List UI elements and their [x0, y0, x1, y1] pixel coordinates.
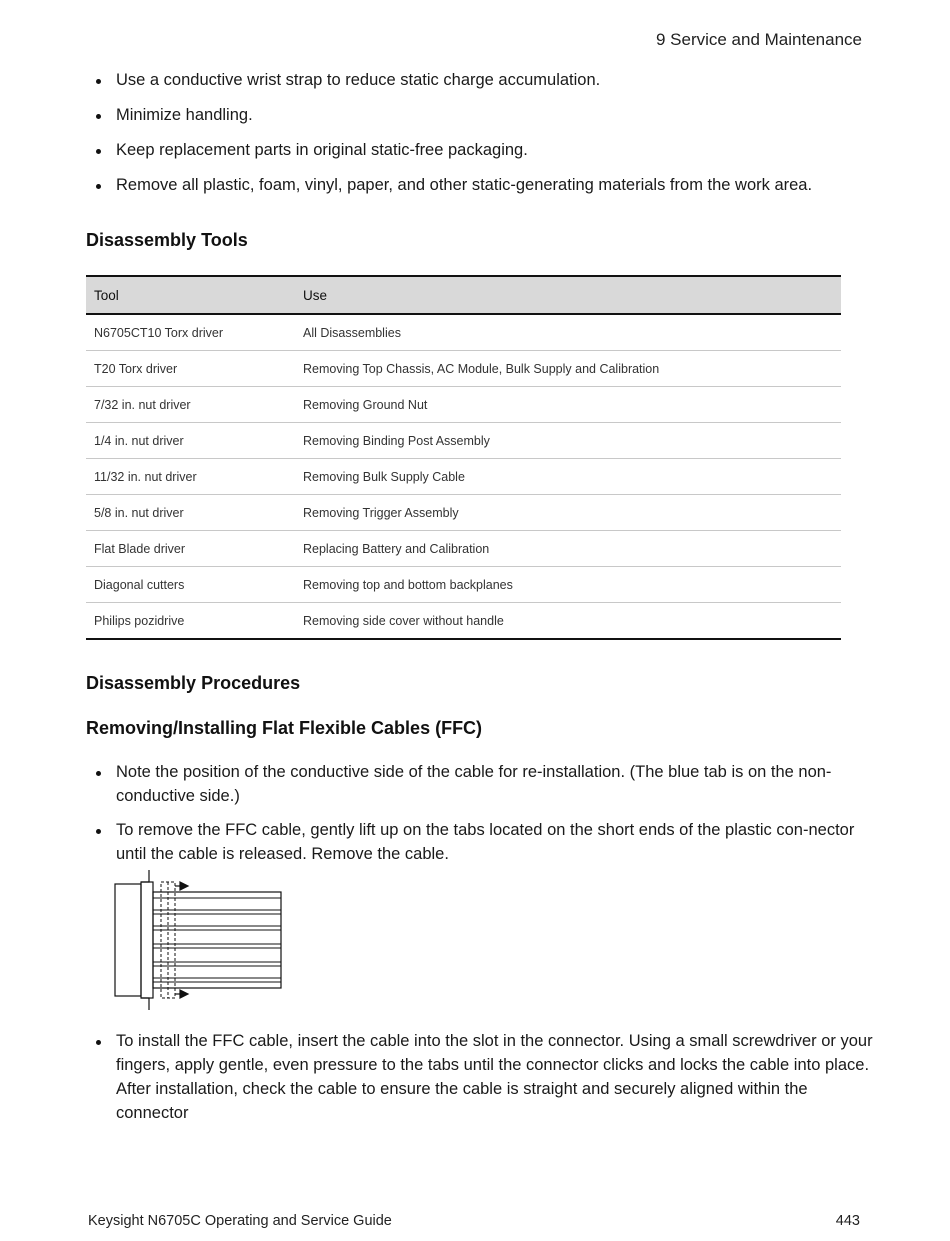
- use-cell: Removing Top Chassis, AC Module, Bulk Supply and Calibration: [295, 351, 841, 387]
- table-row: [86, 567, 841, 603]
- use-cell: Removing side cover without handle: [295, 603, 841, 640]
- list-item: To install the FFC cable, insert the cable into the slot in the connector. Using a small screwdriver or your fingers, apply gentle, even pressure to the tabs until the connector clicks and locks the cable into place. After installation, check the cable to ensure the cable is straight and securely aligned within the connector: [96, 1029, 876, 1125]
- bullet-icon: [96, 771, 101, 776]
- table-row: [86, 495, 841, 531]
- tool-cell: 5/8 in. nut driver: [86, 495, 295, 531]
- ffc-cable: [153, 892, 281, 988]
- use-cell: All Disassemblies: [295, 314, 841, 351]
- tool-cell: 7/32 in. nut driver: [86, 387, 295, 423]
- connector-slot: [141, 882, 153, 998]
- bullet-icon: [96, 1040, 101, 1045]
- ffc-connector-diagram: [112, 868, 292, 1014]
- table-header-row: [86, 276, 841, 314]
- bullet-icon: [96, 79, 101, 84]
- bullet-icon: [96, 829, 101, 834]
- list-item: Note the position of the conductive side of the cable for re-installation. (The blue tab is on the non-conductive side.): [96, 760, 876, 808]
- ffc-install-list: [96, 1029, 876, 1125]
- connector-tab: [141, 870, 149, 1010]
- use-cell: Removing Trigger Assembly: [295, 495, 841, 531]
- page-number: 443: [835, 1213, 860, 1229]
- table-row: [86, 459, 841, 495]
- table-row: [86, 531, 841, 567]
- list-item: Remove all plastic, foam, vinyl, paper, and other static-generating materials from the work area.: [96, 173, 876, 197]
- use-cell: Removing Binding Post Assembly: [295, 423, 841, 459]
- column-header-tool: Tool: [86, 276, 295, 314]
- tool-cell: 11/32 in. nut driver: [86, 459, 295, 495]
- table-row: [86, 603, 841, 640]
- section-title-tools: Disassembly Tools: [86, 230, 248, 250]
- column-header-use: Use: [295, 276, 841, 314]
- table-row: [86, 423, 841, 459]
- arrow-right-icon: [180, 990, 188, 998]
- list-item: To remove the FFC cable, gently lift up on the tabs located on the short ends of the plastic con-nector until the cable is released. Remove the cable.: [96, 818, 876, 866]
- list-item: Keep replacement parts in original static-free packaging.: [96, 138, 876, 162]
- list-item: Minimize handling.: [96, 103, 876, 127]
- tools-table: [86, 275, 841, 640]
- list-item: Use a conductive wrist strap to reduce static charge accumulation.: [96, 68, 876, 92]
- table-row: [86, 314, 841, 351]
- tool-cell: T20 Torx driver: [86, 351, 295, 387]
- table-row: [86, 351, 841, 387]
- section-title-procedures: Disassembly Procedures: [86, 673, 301, 693]
- tool-cell: N6705CT10 Torx driver: [86, 314, 295, 351]
- running-header: 9 Service and Maintenance: [655, 30, 862, 49]
- use-cell: Removing Bulk Supply Cable: [295, 459, 841, 495]
- ffc-removal-list: [96, 760, 876, 876]
- bullet-icon: [96, 184, 101, 189]
- bullet-icon: [96, 149, 101, 154]
- tab-travel-dashed: [161, 882, 175, 998]
- table-row: [86, 387, 841, 423]
- tool-cell: 1/4 in. nut driver: [86, 423, 295, 459]
- tool-cell: Philips pozidrive: [86, 603, 295, 640]
- bullet-icon: [96, 114, 101, 119]
- use-cell: Removing Ground Nut: [295, 387, 841, 423]
- arrow-right-icon: [180, 882, 188, 890]
- connector-body: [115, 884, 141, 996]
- use-cell: Replacing Battery and Calibration: [295, 531, 841, 567]
- tool-cell: Flat Blade driver: [86, 531, 295, 567]
- footer-guide-title: Keysight N6705C Operating and Service Guide: [88, 1213, 392, 1229]
- tool-cell: Diagonal cutters: [86, 567, 295, 603]
- esd-precautions-list: [96, 68, 876, 208]
- subsection-title-ffc: Removing/Installing Flat Flexible Cables (FFC): [86, 718, 483, 738]
- use-cell: Removing top and bottom backplanes: [295, 567, 841, 603]
